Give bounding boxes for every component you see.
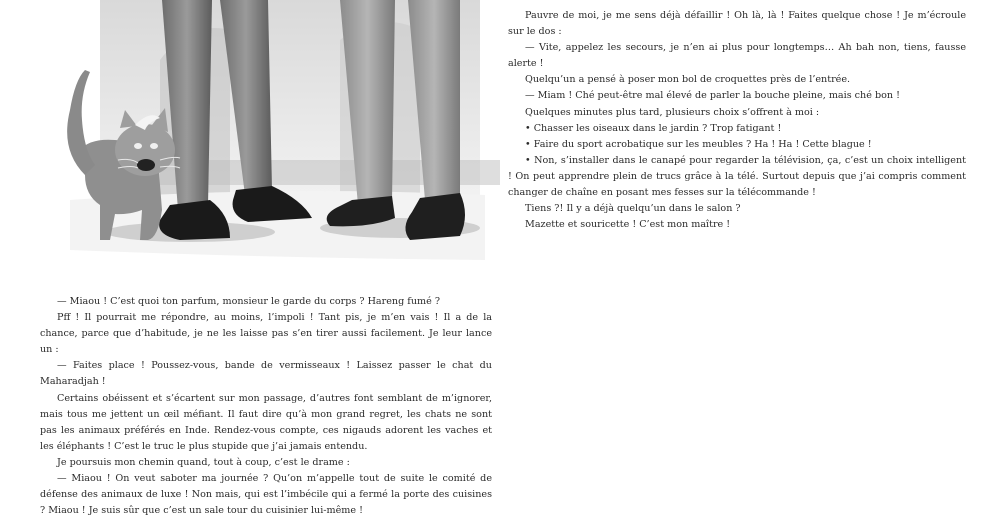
- paragraph: Je poursuis mon chemin quand, tout à coup, c’est le drame :: [57, 456, 350, 468]
- paragraph: — Miaou ! On veut saboter ma journée ? Qu’on m’appelle tout de suite le comité de défense des animaux de luxe ! Non mais, qui est l’imbécile qui a fermé la porte des cuisines ? Miaou ! Je suis sûr que c’est un sale tour du cuisinier lui-même !: [40, 473, 492, 517]
- paragraph: Quelques minutes plus tard, plusieurs choix s’offrent à moi :: [525, 106, 820, 118]
- paragraph: Pff ! Il pourrait me répondre, au moins, l’impoli ! Tant pis, je m’en vais ! Il a de la chance, parce que d’habitude, je ne les laisse pas s’en tirer aussi facilement. Je leur lance un :: [40, 312, 492, 356]
- bullet-item: • Chasser les oiseaux dans le jardin ? Trop fatigant !: [525, 122, 782, 134]
- left-page: [0, 0, 500, 517]
- bullet-item: • Non, s’installer dans le canapé pour regarder la télévision, ça, c’est un choix intelligent ! On peut apprendre plein de trucs grâce à la télé. Surtout depuis que j’ai compris comment changer de chaîne en posant mes fesses sur la télécommande !: [508, 154, 966, 199]
- right-page-text: [508, 8, 966, 233]
- paragraph: Mazette et souricette ! C’est mon maître !: [525, 219, 731, 231]
- paragraph: — Faites place ! Poussez-vous, bande de vermisseaux ! Laissez passer le chat du Maharadjah !: [40, 360, 492, 388]
- paragraph: — Miam ! Ché peut-être mal élevé de parler la bouche pleine, mais ché bon !: [525, 90, 900, 102]
- paragraph: Certains obéissent et s’écartent sur mon passage, d’autres font semblant de m’ignorer, mais tous me jettent un œil méfiant. Il faut dire qu’à mon grand regret, les chats ne sont pas les animaux préférés en Inde. Rendez-vous compte, ces nigauds adorent les vaches et les éléphants ! C’est le truc le plus stupide que j’ai jamais entendu.: [40, 392, 492, 452]
- paragraph: Tiens ?! Il y a déjà quelqu’un dans le salon ?: [525, 203, 741, 215]
- bullet-item: • Faire du sport acrobatique sur les meubles ? Ha ! Ha ! Cette blague !: [525, 138, 872, 150]
- paragraph: Quelqu’un a pensé à poser mon bol de croquettes près de l’entrée.: [525, 74, 851, 86]
- cat-between-legs-illustration: [40, 0, 500, 270]
- left-page-text: [40, 294, 492, 519]
- paragraph: — Miaou ! C’est quoi ton parfum, monsieur le garde du corps ? Hareng fumé ?: [57, 296, 440, 307]
- paragraph: Pauvre de moi, je me sens déjà défaillir ! Oh là, là ! Faites quelque chose ! Je m’écroule sur le dos :: [508, 10, 966, 38]
- paragraph: — Vite, appelez les secours, je n’en ai plus pour longtemps… Ah bah non, tiens, fausse alerte !: [508, 42, 966, 70]
- right-page: [500, 0, 1000, 505]
